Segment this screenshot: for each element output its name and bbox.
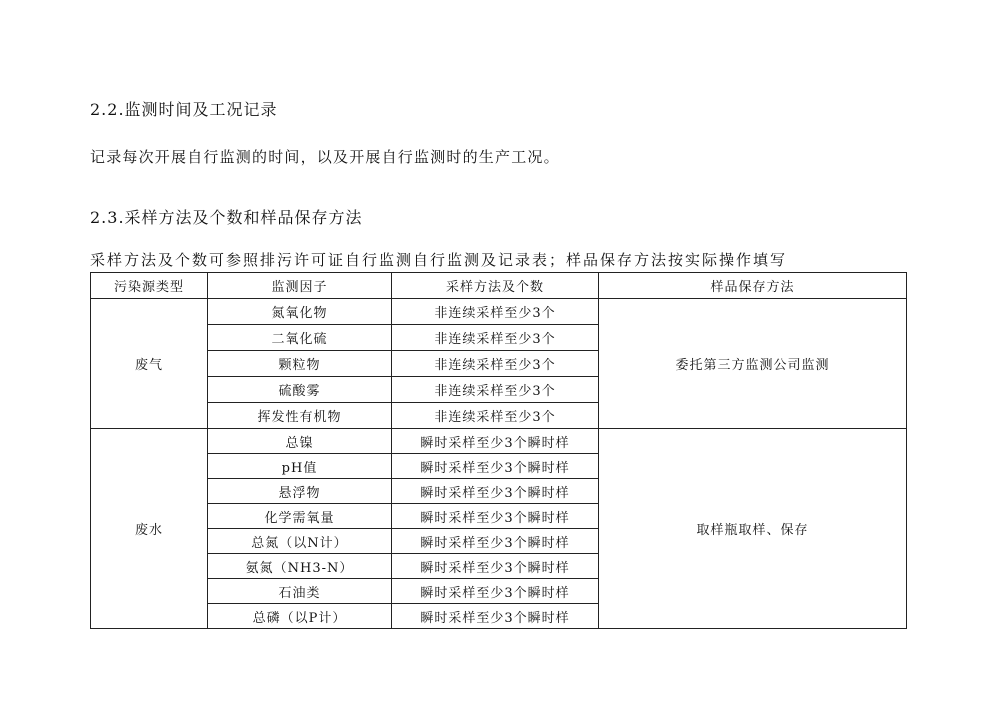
method-cell: 非连续采样至少3个 [392,299,599,325]
factor-cell: 总氮（以N计） [208,529,392,554]
method-cell: 瞬时采样至少3个瞬时样 [392,529,599,554]
factor-cell: 氨氮（NH3-N） [208,554,392,579]
method-cell: 瞬时采样至少3个瞬时样 [392,554,599,579]
factor-cell: pH值 [208,454,392,479]
method-cell: 非连续采样至少3个 [392,325,599,351]
method-cell: 非连续采样至少3个 [392,351,599,377]
source-type-cell-water: 废水 [91,429,208,629]
table-caption: 采样方法及个数可参照排污许可证自行监测自行监测及记录表；样品保存方法按实际操作填写 [90,251,788,269]
header-preservation-method: 样品保存方法 [599,273,907,299]
factor-cell: 悬浮物 [208,479,392,504]
factor-cell: 二氧化硫 [208,325,392,351]
factor-cell: 氮氧化物 [208,299,392,325]
header-monitoring-factor: 监测因子 [208,273,392,299]
header-sampling-method: 采样方法及个数 [392,273,599,299]
method-cell: 瞬时采样至少3个瞬时样 [392,504,599,529]
factor-cell: 化学需氧量 [208,504,392,529]
method-cell: 瞬时采样至少3个瞬时样 [392,579,599,604]
method-cell: 瞬时采样至少3个瞬时样 [392,429,599,454]
method-cell: 非连续采样至少3个 [392,403,599,429]
factor-cell: 硫酸雾 [208,377,392,403]
table-header-row [91,273,907,299]
method-cell: 非连续采样至少3个 [392,377,599,403]
method-cell: 瞬时采样至少3个瞬时样 [392,479,599,504]
preservation-cell-water: 取样瓶取样、保存 [599,429,907,629]
method-cell: 瞬时采样至少3个瞬时样 [392,604,599,629]
preservation-cell-gas: 委托第三方监测公司监测 [599,299,907,429]
section-heading-2-3: 2.3.采样方法及个数和样品保存方法 [90,208,363,227]
table-row [91,429,907,454]
factor-cell: 颗粒物 [208,351,392,377]
section-paragraph-2-2: 记录每次开展自行监测的时间，以及开展自行监测时的生产工况。 [90,148,560,166]
table-row [91,299,907,325]
source-type-cell-gas: 废气 [91,299,208,429]
factor-cell: 挥发性有机物 [208,403,392,429]
header-source-type: 污染源类型 [91,273,208,299]
method-cell: 瞬时采样至少3个瞬时样 [392,454,599,479]
factor-cell: 总镍 [208,429,392,454]
section-heading-2-2: 2.2.监测时间及工况记录 [90,100,278,119]
factor-cell: 总磷（以P计） [208,604,392,629]
factor-cell: 石油类 [208,579,392,604]
sampling-methods-table [90,272,907,629]
